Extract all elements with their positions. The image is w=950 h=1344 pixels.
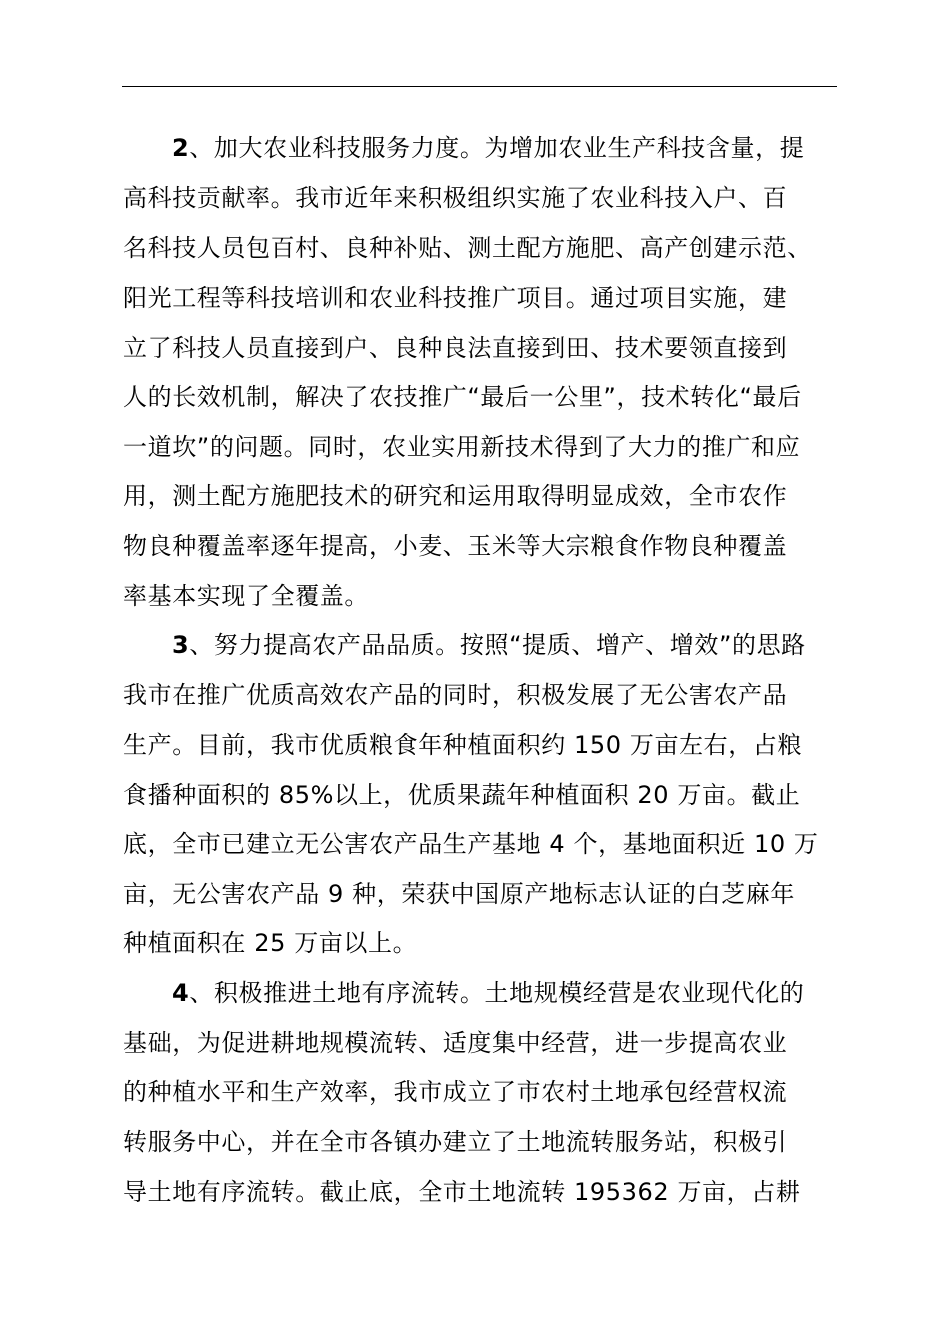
paragraph-4-number: 4 <box>172 979 190 1007</box>
paragraph-4-line-3: 的种植水平和生产效率，我市成立了市农村土地承包经营权流 <box>123 1078 788 1106</box>
paragraph-2-line-6: 人的长效机制，解决了农技推广“最后一公里”，技术转化“最后 <box>123 383 802 411</box>
paragraph-2-line-10: 率基本实现了全覆盖。 <box>123 582 369 610</box>
paragraph-2-line-7: 一道坎”的问题。同时，农业实用新技术得到了大力的推广和应 <box>123 433 801 461</box>
paragraph-2-line-3: 名科技人员包百村、良种补贴、测土配方施肥、高产创建示范、 <box>123 234 812 262</box>
paragraph-3-line-7: 种植面积在 25 万亩以上。 <box>123 929 418 957</box>
paragraph-2-line-4: 阳光工程等科技培训和农业科技推广项目。通过项目实施，建 <box>123 284 788 312</box>
paragraph-3-line-4: 食播种面积的 85%以上，优质果蔬年种植面积 20 万亩。截止 <box>123 781 801 809</box>
paragraph-2-number: 2 <box>172 134 190 162</box>
paragraph-4-line-5: 导土地有序流转。截止底，全市土地流转 195362 万亩，占耕 <box>123 1178 801 1206</box>
paragraph-4-line-1: 4、积极推进土地有序流转。土地规模经营是农业现代化的 <box>172 979 805 1007</box>
paragraph-2-line-8: 用，测土配方施肥技术的研究和运用取得明显成效，全市农作 <box>123 482 788 510</box>
header-rule <box>122 86 837 87</box>
paragraph-2-line-1: 2、加大农业科技服务力度。为增加农业生产科技含量，提 <box>172 134 805 162</box>
paragraph-3-line-2: 我市在推广优质高效农产品的同时，积极发展了无公害农产品 <box>123 681 788 709</box>
paragraph-3-line-5: 底，全市已建立无公害农产品生产基地 4 个，基地面积近 10 万 <box>123 830 819 858</box>
paragraph-3-line-1: 3、努力提高农产品品质。按照“提质、增产、增效”的思路 <box>172 631 806 659</box>
paragraph-2-line-9: 物良种覆盖率逐年提高，小麦、玉米等大宗粮食作物良种覆盖 <box>123 532 788 560</box>
paragraph-4-line-4: 转服务中心，并在全市各镇办建立了土地流转服务站，积极引 <box>123 1128 788 1156</box>
paragraph-3-number: 3 <box>172 631 190 659</box>
paragraph-3-line-6: 亩，无公害农产品 9 种，荣获中国原产地标志认证的白芝麻年 <box>123 880 795 908</box>
paragraph-2-line-5: 立了科技人员直接到户、良种良法直接到田、技术要领直接到 <box>123 334 788 362</box>
paragraph-4-line-2: 基础，为促进耕地规模流转、适度集中经营，进一步提高农业 <box>123 1029 788 1057</box>
paragraph-2-line-2: 高科技贡献率。我市近年来积极组织实施了农业科技入户、百 <box>123 184 788 212</box>
paragraph-3-line-3: 生产。目前，我市优质粮食年种植面积约 150 万亩左右，占粮 <box>123 731 803 759</box>
